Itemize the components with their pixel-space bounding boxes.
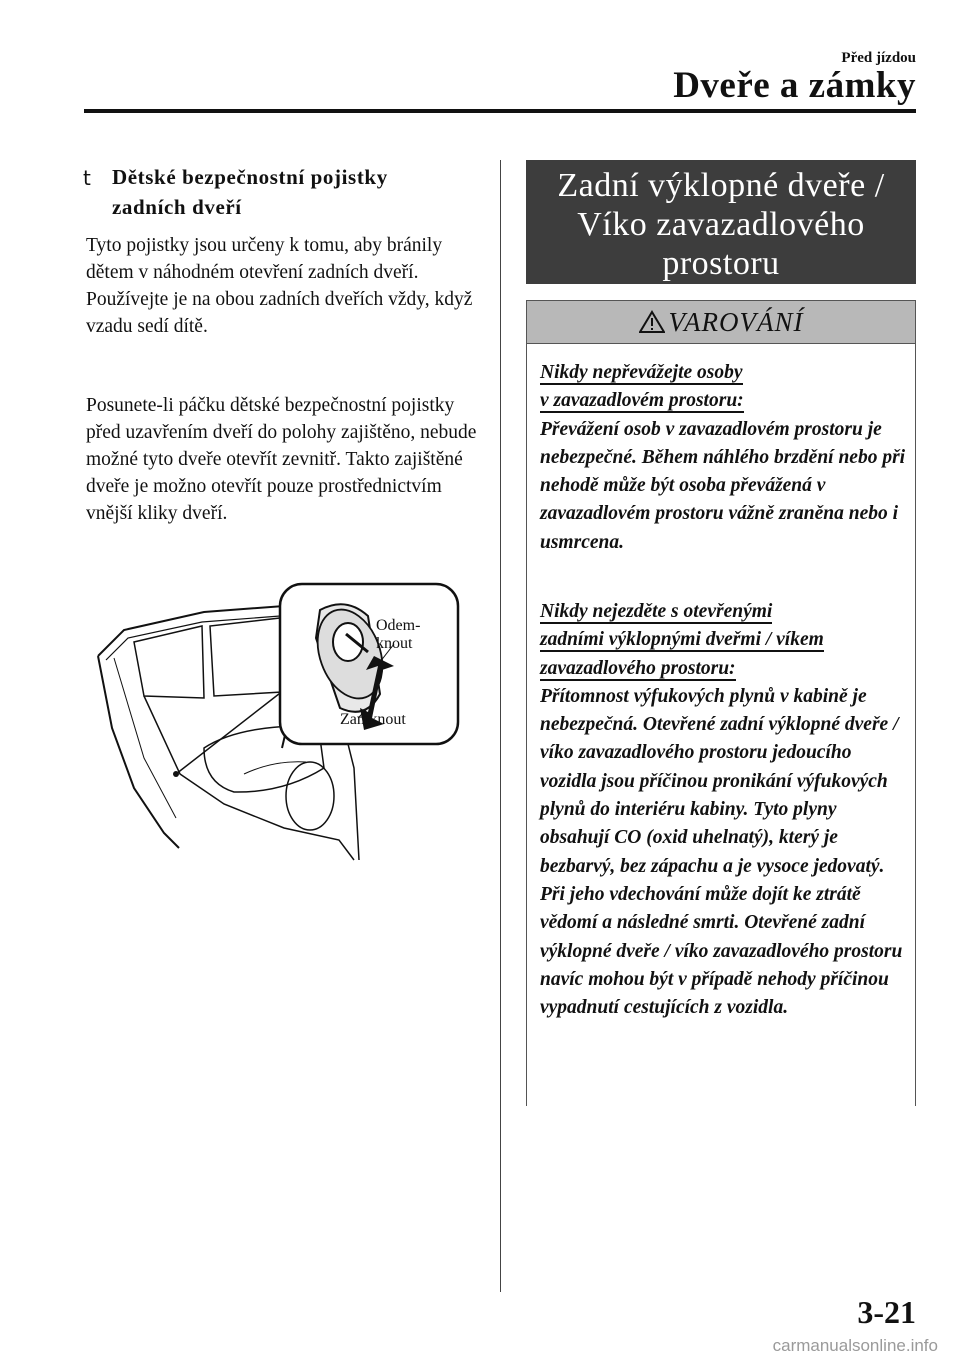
column-divider — [500, 160, 501, 1292]
warning-lead-line: zavazadlového prostoru: — [540, 657, 736, 679]
watermark: carmanualsonline.info — [772, 1336, 938, 1355]
header-section: Před jízdou — [841, 50, 916, 66]
page-number: 3-21 — [857, 1294, 916, 1330]
warning-body: Převážení osob v zavazadlovém prostoru je nebezpečné. Během náhlého brzdění nebo při nehodě může být osoba převážená v zavazadlovém prostoru vážně zraněna nebo i usmrcena. — [540, 418, 906, 553]
paragraph-instructions: Posunete-li páčku dětské bezpečnostní pojistky před uzavřením dveří do polohy zajištěno, nebude možné tyto dveře otevřít zevnitř. Takto zajištěné dveře je možno otevřít pouze prostřednictvím vnější kliky dveří. — [86, 395, 477, 524]
section-bullet: t — [83, 166, 91, 190]
banner-line-3: prostoru — [662, 245, 780, 282]
warning-lead-line: v zavazadlovém prostoru: — [540, 390, 744, 412]
warning-title: VAROVÁNÍ — [668, 307, 804, 337]
warning-lead-line: Nikdy nejezděte s otevřenými — [540, 601, 773, 622]
label-lock: Zamknout — [340, 711, 406, 728]
label-unlock-line2: knout — [376, 635, 413, 652]
header-rule — [84, 109, 916, 113]
paragraph-intro: Tyto pojistky jsou určeny k tomu, aby bránily dětem v náhodném otevření zadních dveří. Používejte je na obou zadních dveřích vždy, když vzadu sedí dítě. — [86, 235, 473, 337]
child-lock-illustration — [84, 578, 460, 868]
section-banner — [526, 160, 916, 284]
warning-item-exhaust — [540, 598, 910, 1022]
warning-triangle-icon — [639, 310, 665, 334]
label-unlock-line1: Odem- — [376, 617, 421, 634]
banner-line-2: Víko zavazadlového — [577, 206, 865, 243]
warning-header — [526, 300, 916, 344]
door-diagram — [84, 578, 460, 868]
warning-lead-line: zadními výklopnými dveřmi / víkem — [540, 629, 824, 651]
warning-lead-line: Nikdy nepřevážejte osoby — [540, 362, 743, 383]
warning-item-passengers — [540, 359, 910, 557]
header-chapter-title: Dveře a zámky — [673, 65, 916, 106]
warning-body: Přítomnost výfukových plynů v kabině je nebezpečná. Otevřené zadní výklopné dveře / víko zavazadlového prostoru jedoucího vozidla jsou příčinou pronikání výfukových plynů do interiéru kabiny. Tyto plyny obsahují CO (oxid uhelnatý), který je bezbarvý, bez zápachu a je vysoce jedovatý. Při jeho vdechování může dojít ke ztrátě vědomí a následné smrti. Otevřené zadní výklopné dveře / víko zavazadlového prostoru navíc mohou být v případě nehody příčinou vypadnutí cestujících z vozidla. — [540, 685, 903, 1019]
banner-line-1: Zadní výklopné dveře / — [557, 167, 885, 204]
section-heading: Dětské bezpečnostní pojistky zadních dveří — [112, 165, 388, 219]
